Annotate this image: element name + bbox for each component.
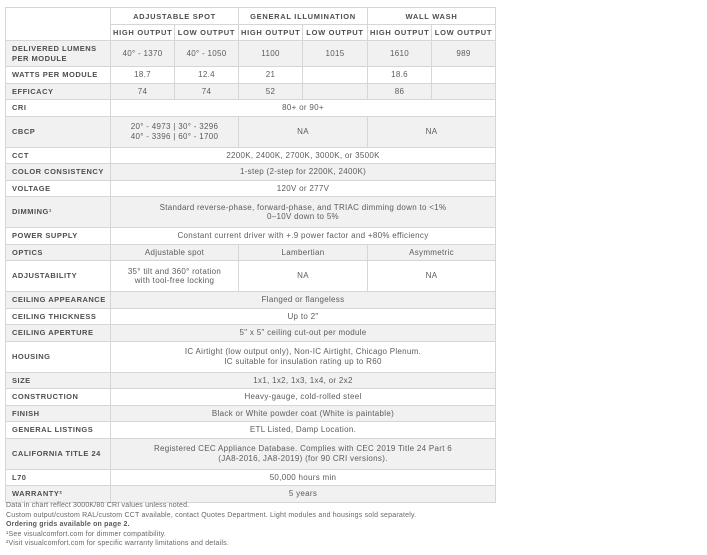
- spec-value-line: NA: [425, 271, 438, 281]
- spec-value-line: NA: [425, 126, 438, 136]
- row-label: WARRANTY²: [6, 486, 111, 503]
- spec-value-cell: [111, 422, 496, 439]
- spec-value-cell: [432, 67, 496, 84]
- subheader-high-output-2: HIGH OUTPUT: [239, 25, 303, 41]
- spec-row: [6, 469, 496, 486]
- spec-value-line: 21: [265, 70, 276, 79]
- spec-value-cell: [239, 116, 368, 147]
- spec-value-cell: [175, 83, 239, 100]
- spec-row: [6, 197, 496, 228]
- spec-row: [6, 389, 496, 406]
- spec-row: [6, 372, 496, 389]
- spec-value-cell: [111, 389, 496, 406]
- spec-value-cell: [368, 67, 432, 84]
- spec-value-cell: [368, 41, 432, 67]
- spec-value-line: 35° tilt and 360° rotation: [127, 266, 222, 276]
- spec-value-cell: [368, 116, 496, 147]
- spec-value-line: 1x1, 1x2, 1x3, 1x4, or 2x2: [253, 375, 353, 385]
- corner-cell: [6, 8, 111, 41]
- spec-row: [6, 308, 496, 325]
- spec-value-cell: [111, 261, 239, 292]
- spec-value-cell: [111, 180, 496, 197]
- footnote-ordering-grids: Ordering grids available on page 2.: [6, 521, 130, 529]
- spec-row: [6, 341, 496, 372]
- spec-value-line: 86: [394, 86, 405, 96]
- spec-value-cell: [111, 228, 496, 245]
- row-label: VOLTAGE: [6, 180, 111, 197]
- subheader-high-output-1: HIGH OUTPUT: [111, 25, 175, 41]
- spec-row: [6, 325, 496, 342]
- spec-row: [6, 244, 496, 261]
- spec-row: [6, 486, 496, 503]
- spec-value-line: 5" x 5" ceiling cut-out per module: [239, 328, 367, 337]
- row-label: POWER SUPPLY: [6, 228, 111, 245]
- spec-value-cell: [111, 405, 496, 422]
- subheader-low-output-2: LOW OUTPUT: [303, 25, 368, 41]
- spec-row: [6, 116, 496, 147]
- spec-value-cell: [111, 83, 175, 100]
- spec-row: [6, 228, 496, 245]
- subheader-low-output-1: LOW OUTPUT: [175, 25, 239, 41]
- spec-row: [6, 41, 496, 67]
- spec-table-body: [6, 41, 496, 503]
- row-label: CEILING THICKNESS: [6, 308, 111, 325]
- spec-value-cell: [175, 41, 239, 67]
- spec-row: [6, 438, 496, 469]
- spec-value-cell: [111, 292, 496, 309]
- subheader-high-output-3: HIGH OUTPUT: [368, 25, 432, 41]
- spec-value-cell: [111, 67, 175, 84]
- spec-value-cell: [239, 41, 303, 67]
- spec-value-cell: [111, 244, 239, 261]
- spec-value-cell: [111, 41, 175, 67]
- footnotes: [6, 501, 696, 549]
- row-label: SIZE: [6, 372, 111, 389]
- spec-value-line: 1015: [325, 48, 345, 58]
- column-group-row: [6, 8, 496, 25]
- spec-value-line: 0–10V down to 5%: [267, 212, 339, 221]
- spec-value-line: with tool-free locking: [134, 276, 215, 285]
- spec-value-cell: [368, 261, 496, 292]
- spec-value-line: 1100: [261, 48, 280, 58]
- spec-value-cell: [111, 197, 496, 228]
- spec-value-line: Adjustable spot: [144, 247, 205, 257]
- spec-row: [6, 180, 496, 197]
- spec-value-cell: [111, 341, 496, 372]
- spec-value-cell: [239, 244, 368, 261]
- row-label: CBCP: [6, 116, 111, 147]
- spec-row: [6, 405, 496, 422]
- spec-value-cell: [303, 67, 368, 84]
- footnote-data-basis: Data in chart reflect 3000K/80 CRI values unless noted.: [6, 502, 190, 509]
- spec-value-cell: [239, 83, 303, 100]
- spec-value-line: IC Airtight (low output only), Non-IC Airtight, Chicago Plenum.: [184, 347, 422, 356]
- spec-value-line: 74: [201, 86, 212, 96]
- footnote-warranty-details: ²Visit visualcomfort.com for specific warranty limitations and details.: [6, 540, 229, 548]
- spec-value-line: Constant current driver with +.9 power factor and +80% efficiency: [177, 231, 429, 240]
- spec-value-cell: [111, 100, 496, 117]
- spec-row: [6, 147, 496, 164]
- spec-value-line: Heavy-gauge, cold-rolled steel: [244, 392, 362, 401]
- row-label: L70: [6, 469, 111, 486]
- spec-value-cell: [111, 438, 496, 469]
- footnote-dimmer-compatibility: ¹See visualcomfort.com for dimmer compatibility.: [6, 530, 167, 538]
- spec-value-line: (JA8-2016, JA8-2019) (for 90 CRI versions).: [218, 453, 388, 463]
- spec-value-line: Standard reverse-phase, forward-phase, and TRIAC dimming down to <1%: [159, 202, 447, 212]
- row-label: OPTICS: [6, 244, 111, 261]
- spec-value-line: Lambertian: [281, 247, 325, 257]
- spec-value-cell: [239, 67, 303, 84]
- spec-value-line: 74: [137, 86, 148, 96]
- spec-value-cell: [432, 83, 496, 100]
- column-group-wall-wash: WALL WASH: [368, 8, 496, 25]
- spec-value-line: 1-step (2-step for 2200K, 2400K): [239, 167, 367, 176]
- row-label: DELIVERED LUMENS PER MODULE: [6, 41, 111, 67]
- spec-value-cell: [111, 308, 496, 325]
- spec-value-cell: [368, 244, 496, 261]
- spec-value-line: 50,000 hours min: [269, 472, 337, 482]
- spec-value-cell: [111, 469, 496, 486]
- spec-value-line: 18.7: [134, 70, 151, 79]
- spec-value-line: Registered CEC Appliance Database. Complies with CEC 2019 Title 24 Part 6: [153, 444, 453, 453]
- spec-value-cell: [303, 83, 368, 100]
- spec-row: [6, 292, 496, 309]
- row-label: CCT: [6, 147, 111, 164]
- spec-value-line: 52: [265, 86, 276, 96]
- row-label: FINISH: [6, 405, 111, 422]
- footnote-custom-options: Custom output/custom RAL/custom CCT available, contact Quotes Department. Light modules and housings sold separately.: [6, 511, 417, 519]
- row-label: HOUSING: [6, 341, 111, 372]
- spec-value-cell: [111, 486, 496, 503]
- spec-row: [6, 100, 496, 117]
- column-group-adjustable-spot: ADJUSTABLE SPOT: [111, 8, 239, 25]
- spec-value-line: 18.6: [391, 70, 408, 79]
- spec-value-line: 20° - 4973 | 30° - 3296: [130, 122, 219, 131]
- spec-value-line: Flanged or flangeless: [261, 295, 345, 304]
- spec-value-line: ETL Listed, Damp Location.: [249, 425, 357, 434]
- spec-value-line: NA: [297, 271, 309, 281]
- row-label: GENERAL LISTINGS: [6, 422, 111, 439]
- spec-value-cell: [111, 372, 496, 389]
- spec-value-cell: [432, 41, 496, 67]
- spec-value-line: NA: [297, 126, 309, 136]
- spec-value-line: 80+ or 90+: [282, 103, 324, 112]
- spec-value-cell: [111, 147, 496, 164]
- row-label: WATTS PER MODULE: [6, 67, 111, 84]
- spec-value-cell: [111, 325, 496, 342]
- row-label: CRI: [6, 100, 111, 117]
- spec-value-line: Asymmetric: [409, 247, 454, 257]
- spec-value-cell: [303, 41, 368, 67]
- spec-value-cell: [175, 67, 239, 84]
- subheader-low-output-3: LOW OUTPUT: [432, 25, 496, 41]
- spec-row: [6, 261, 496, 292]
- row-label: CONSTRUCTION: [6, 389, 111, 406]
- spec-table: [5, 7, 496, 503]
- row-label: COLOR CONSISTENCY: [6, 164, 111, 181]
- row-label: CEILING APERTURE: [6, 325, 111, 342]
- spec-row: [6, 83, 496, 100]
- spec-value-line: 989: [456, 48, 471, 58]
- spec-row: [6, 67, 496, 84]
- spec-value-line: 120V or 277V: [276, 183, 330, 193]
- spec-row: [6, 422, 496, 439]
- spec-value-line: 12.4: [198, 70, 215, 79]
- spec-value-line: Up to 2": [287, 311, 319, 321]
- row-label: DIMMING¹: [6, 197, 111, 228]
- spec-value-cell: [368, 83, 432, 100]
- spec-value-line: 2200K, 2400K, 2700K, 3000K, or 3500K: [226, 150, 380, 160]
- spec-value-cell: [111, 164, 496, 181]
- spec-value-line: 40° - 1050: [186, 48, 227, 58]
- row-label: EFFICACY: [6, 83, 111, 100]
- spec-value-line: 40° - 1370: [122, 48, 163, 58]
- spec-row: [6, 164, 496, 181]
- spec-value-line: 5 years: [288, 489, 318, 498]
- spec-value-line: 40° - 3396 | 60° - 1700: [130, 131, 219, 141]
- spec-value-line: Black or White powder coat (White is paintable): [211, 408, 395, 418]
- spec-value-cell: [111, 116, 239, 147]
- row-label: ADJUSTABILITY: [6, 261, 111, 292]
- spec-value-cell: [239, 261, 368, 292]
- spec-value-line: 1610: [390, 48, 409, 58]
- spec-table-header: [6, 8, 496, 41]
- column-group-general-illumination: GENERAL ILLUMINATION: [239, 8, 368, 25]
- row-label: CALIFORNIA TITLE 24: [6, 438, 111, 469]
- spec-value-line: IC suitable for insulation rating up to R60: [224, 356, 382, 366]
- row-label: CEILING APPEARANCE: [6, 292, 111, 309]
